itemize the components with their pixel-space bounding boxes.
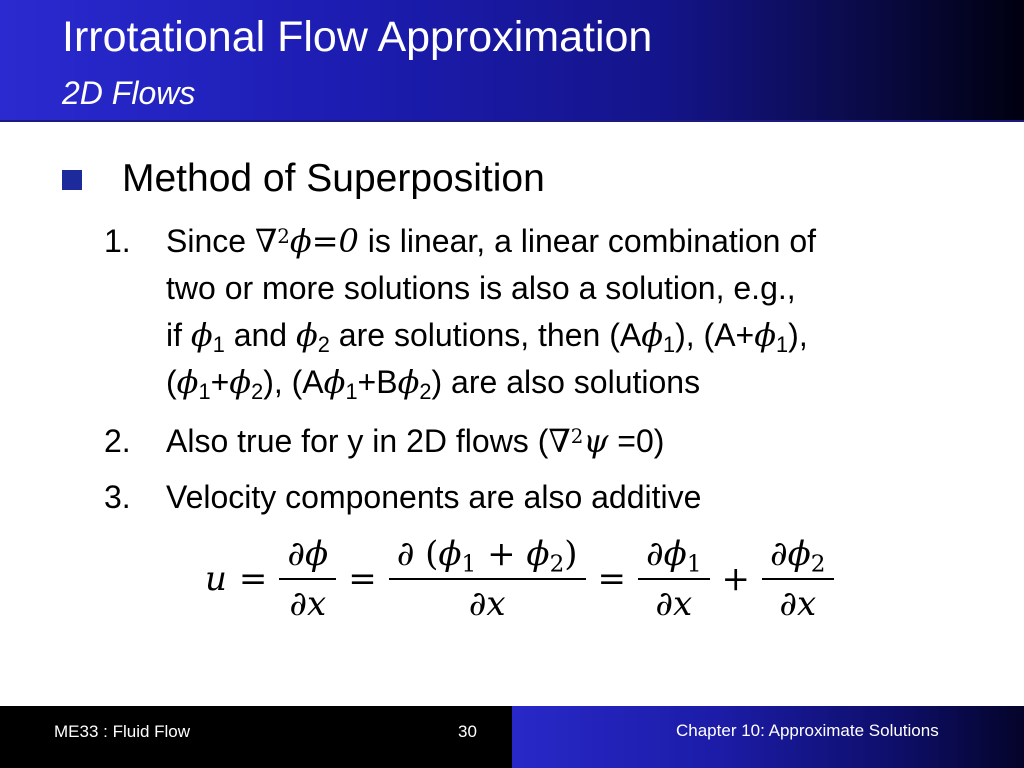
item-line-3: if $\phi_1$ and $\phi_2$ are solutions, then $(A\phi_1)$, $(A+\phi_1)$,	[166, 316, 808, 358]
item-text: Velocity components are also additive	[166, 479, 702, 515]
fraction-dsum-dx: $\frac{\partial (\phi_1 + \phi_2)}{\partial x}$	[393, 534, 582, 624]
item-line-4: $(\phi_1+\phi_2)$, $(A\phi_1+B\phi_2)$ are also solutions	[166, 363, 701, 405]
footer-chapter: Chapter 10: Approximate Solutions	[676, 721, 939, 740]
item-line-2: two or more solutions is also a solution, e.g.,	[166, 270, 796, 306]
item-text	[166, 218, 816, 406]
item-number: 1.	[104, 223, 131, 259]
item-line-1: Since ∇$^2$ϕ=0 is linear, a linear combination of	[166, 222, 817, 260]
velocity-superposition-equation: u = $\frac{\partial\phi}{\partial x}$ = $\frac{\partial (\phi_1 + \phi_2)}{\partial x}$ = $\frac{\partial\phi_1}{\partial x}$ + $\frac{\partial\phi_2}{\partial x}$	[205, 534, 834, 624]
slide-header	[0, 0, 1024, 122]
item-number: 3.	[104, 479, 131, 515]
slide-subtitle: 2D Flows	[62, 75, 196, 111]
slide-title: Irrotational Flow Approximation	[62, 13, 653, 61]
bullet-square-icon	[62, 170, 82, 190]
item-number: 2.	[104, 423, 131, 459]
footer-course: ME33 : Fluid Flow	[54, 722, 191, 741]
fraction-dphi1-dx: $\frac{\partial\phi_1}{\partial x}$	[642, 534, 705, 624]
fraction-dphi2-dx: $\frac{\partial\phi_2}{\partial x}$	[766, 534, 829, 624]
fraction-dphi-dx: $\frac{\partial\phi}{\partial x}$	[283, 534, 332, 624]
bullet-heading: Method of Superposition	[122, 157, 545, 200]
footer-page-number: 30	[458, 722, 477, 741]
item-text: Also true for y in 2D flows (∇$^2$ψ =0)	[166, 422, 665, 460]
